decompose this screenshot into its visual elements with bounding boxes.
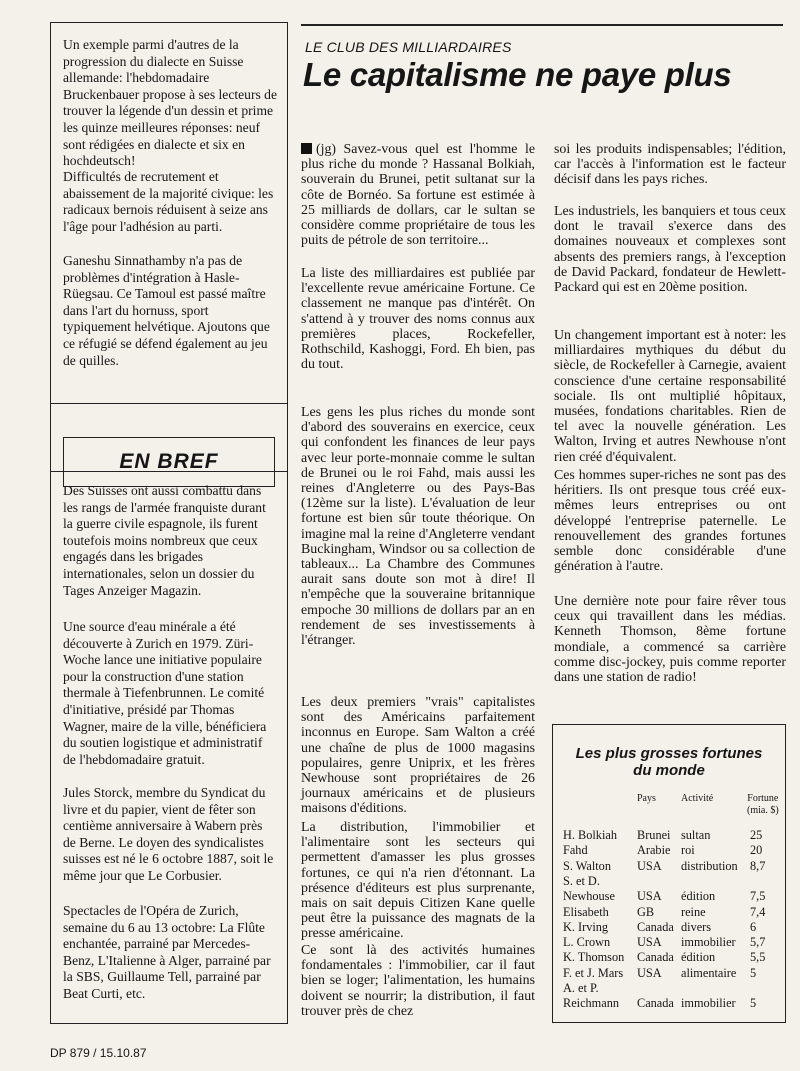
cell-pays: USA [637,858,662,873]
table-row [563,889,778,904]
cell-fortune: 7,5 [750,889,766,904]
cell-fortune: 7,4 [750,904,766,919]
cell-pays: GB [637,904,655,919]
cell-fortune: 20 [750,843,763,858]
article-top-rule [301,24,783,26]
table-row [563,920,778,935]
cell-name: K. Thomson [563,950,625,965]
table-row [563,874,778,889]
article-col1-p2: La liste des milliardaires est publiée par l'excellente revue américaine Fortune. Ce classement ne manque pas d'intérêt. On s'attend à y trouver des noms connus aux premières places, Rockefeller, Rothschild, Kashoggi, Ford. Eh bien, pas du tout. [301,266,535,373]
cell-fortune: 5 [750,965,757,980]
cell-name: A. et P. [563,981,599,995]
article-kicker: LE CLUB DES MILLIARDAIRES [305,39,512,55]
table-row [563,828,778,843]
cell-activite: immobilier [681,935,736,950]
table-row [563,966,778,981]
table-row [563,950,778,965]
sidebar-paragraph-zurich-source: Une source d'eau minérale a été découverte à Zurich en 1979. Züri-Woche lance une initiative populaire pour la construction d'une station thermale à Tiefenbrunnen. Le comité d'initiative, présidé par Thomas Wagner, maire de la ville, bénéficiera du soutien logistique et administratif de l'hebdomadaire gratuit. [63,619,267,767]
table-row [563,996,778,1011]
cell-fortune: 5,5 [750,950,766,965]
sidebar-divider [51,471,287,472]
en-bref-title: EN BREF [119,450,219,473]
sidebar-paragraph-radicaux: Difficultés de recrutement et abaissement de la majorité civique: les radicaux bernois réduisent à seize ans l'âge pour l'adhésion au parti. [63,169,274,234]
cell-activite: immobilier [681,996,736,1011]
sidebar-paragraph-sinnathamby: Ganeshu Sinnathamby n'a pas de problèmes d'intégration à Hasle-Rüegsau. Ce Tamoul est passé maître dans l'art du hornuss, sport typiquement helvétique. Ajoutons que ce réfugié se défend également au jeu de quilles. [63,253,270,368]
en-bref-box [63,437,275,487]
sidebar-paragraph-opera: Spectacles de l'Opéra de Zurich, semaine du 6 au 13 octobre: La Flûte enchantée, parrainé par Mercedes-Benz, L'Italienne à Alger, parrainé par la SBS, Guillaume Tell, parrainé par Beat Curti, etc. [63,903,271,1001]
cell-name: K. Irving [563,919,609,934]
header-fortune: Fortune (mia. $) [747,793,779,816]
cell-activite: alimentaire [681,965,737,980]
article-col1-p6: Ce sont là des activités humaines fondamentales : l'immobilier, car il faut bien se loger; l'alimentation, les humains doivent se nourrir; la distribution, il faut trouver près de chez [301,943,535,1019]
table-row [563,905,778,920]
table-row [563,935,778,950]
article-headline: Le capitalisme ne paye plus [303,56,732,93]
sidebar-divider [51,403,287,404]
sidebar-box [50,22,288,1024]
cell-pays: USA [637,965,662,980]
cell-activite: distribution [681,858,738,873]
issue-footer: DP 879 / 15.10.87 [50,1046,147,1060]
cell-activite: édition [681,950,716,965]
article-col1-p3: Les gens les plus riches du monde sont d'abord des souverains en exercice, ceux qui confondent les finances de leur pays avec leur porte-monnaie comme le sultan de Brunei ou le roi Fahd, mais aussi les reines d'Angleterre ou des Pays-Bas (12ème sur la liste). L'évaluation de leur fortune est bien sûr toute théorique. On imagine mal la reine d'Angleterre vendant Buckingham, Windsor ou sa collection de tableaux... La Chambre des Communes aurait sans doute son mot à dire! Il n'empêche que la souveraine britannique empoche 30 millions de dollars par an en rendement de ses investissements à l'étranger. [301,405,535,649]
cell-activite: divers [681,919,712,934]
sidebar-paragraph-franquiste: Des Suisses ont aussi combattu dans les rangs de l'armée franquiste durant la guerre civile espagnole, ils furent toutefois moins nombreux que ceux engagés dans les brigades internationales, selon un dossier du Tages Anzeiger Magazin. [63,483,266,598]
cell-fortune: 25 [750,828,763,842]
article-col1-p4: Les deux premiers "vrais" capitalistes sont des Américains parfaitement inconnus en Europe. Sam Walton a créé une chaîne de plus de 1000 magasins populaires, genre Uniprix, et les frères Newhouse sont propriétaires de 26 journaux américains et de plusieurs maisons d'éditions. [301,695,535,817]
table-row [563,843,778,858]
cell-name: F. et J. Mars [563,965,624,980]
cell-pays: USA [637,889,662,904]
cell-pays: Arabie [637,843,671,858]
cell-pays: Canada [637,950,674,965]
article-col2-p2: Les industriels, les banquiers et tous ceux dont le travail s'exerce dans des domaines nouveaux et complexes sont absents des premiers rangs, à l'exception de David Packard, fondateur de Hewlett-Packard qui est en 20ème position. [554,204,786,296]
cell-fortune: 5,7 [750,935,766,950]
article-col2-p4: Ces hommes super-riches ne sont pas des héritiers. Ils ont presque tous créé eux-mêmes leurs entreprises ou ont développé l'entreprise paternelle. Le renouvellement des grandes fortunes semble donc considérable d'une génération à l'autre. [554,468,786,575]
cell-fortune: 5 [750,996,757,1011]
cell-activite: sultan [681,828,711,842]
cell-activite: édition [681,889,716,904]
cell-name: S. et D. [563,873,600,888]
cell-name: H. Bolkiah [563,828,617,842]
fortunes-table-title: Les plus grosses fortunes du monde [575,745,763,779]
cell-pays: Canada [637,996,674,1011]
cell-fortune: 6 [750,919,757,934]
header-pays: Pays [637,793,656,804]
fortunes-table-box [552,724,786,1023]
table-row [563,981,778,996]
cell-name: Fahd [563,843,588,858]
cell-name: Elisabeth [563,904,609,919]
cell-name: L. Crown [563,935,611,950]
cell-activite: reine [681,904,706,919]
cell-name: Reichmann [563,996,620,1011]
cell-name: S. Walton [563,858,611,873]
table-row [563,859,778,874]
article-col1-p5: La distribution, l'immobilier et l'alimentaire sont les secteurs qui permettent d'amasser les plus grosses fortunes, ce qui n'a rien d'étonnant. La présence d'éditeurs est plus surprenante, mais on sait depuis Citizen Kane quelle peut être la puissance des magnats de la presse américaine. [301,820,535,942]
cell-pays: Canada [637,919,674,934]
header-activite: Activité [681,793,714,804]
cell-name: Newhouse [563,889,615,904]
cell-pays: Brunei [637,828,671,842]
cell-pays: USA [637,935,662,950]
sidebar-paragraph-dialecte: Un exemple parmi d'autres de la progression du dialecte en Suisse allemande: l'hebdomadaire Bruckenbauer propose à ses lecteurs de trouver la légende d'un dessin et prime les quinze meilleures réponses: neuf sont rédigées en dialecte et six en hochdeutsch! [63,37,278,169]
article-col2-p1: soi les produits indispensables; l'édition, car l'accès à l'information est le facteur décisif dans les pays riches. [554,142,786,188]
cell-activite: roi [681,843,695,858]
article-col2-p3: Un changement important est à noter: les milliardaires mythiques du début du siècle, de Rockefeller à Carnegie, avaient conscience d'une certaine responsabilité sociale. Ils ont multiplié hôpitaux, musées, fondations charitables. Rien de tel avec la nouvelle génération. Les Walton, Irving et autres Newhouse n'ont rien créé d'équivalent. [554,328,786,465]
bullet-square-icon [301,143,312,154]
article-col1-p1: (jg) Savez-vous quel est l'homme le plus riche du monde ? Hassanal Bolkiah, souverain du Brunei, petit sultanat sur la côte de Bornéo. Sa fortune est estimée à 25 milliards de dollars, car le sultan se considère comme propriétaire de tous les puits de pétrole de son territoire... [301,142,535,249]
cell-fortune: 8,7 [750,858,766,873]
article-col2-p5: Une dernière note pour faire rêver tous ceux qui travaillent dans les médias. Kenneth Thomson, 8ème fortune mondiale, a commencé sa carrière comme disc-jockey, puis comme reporter dans une station de radio! [554,594,786,686]
sidebar-paragraph-storck: Jules Storck, membre du Syndicat du livre et du papier, vient de fêter son centième anniversaire à Wabern près de Berne. Le doyen des syndicalistes suisses est né le 6 octobre 1887, soit le même jour que Le Corbusier. [63,785,274,883]
